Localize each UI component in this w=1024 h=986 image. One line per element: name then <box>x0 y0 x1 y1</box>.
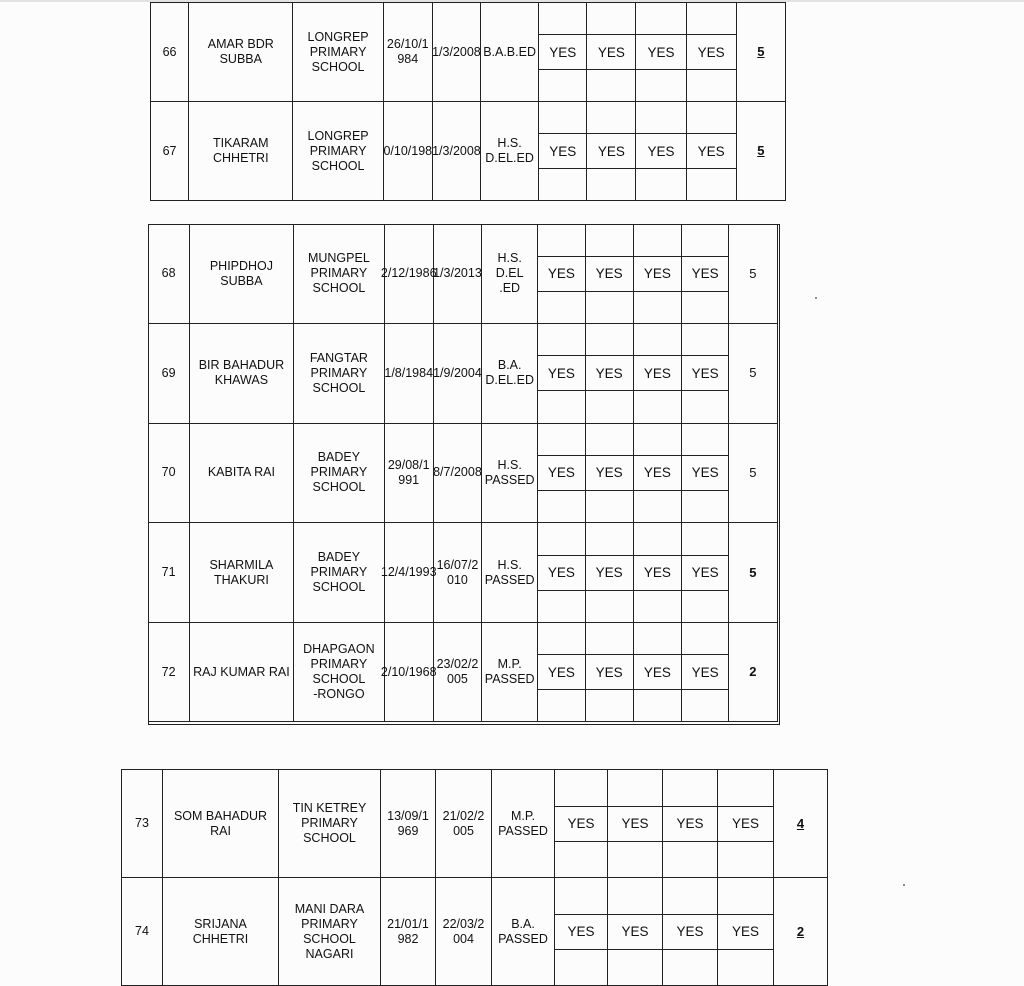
school-name <box>279 878 381 986</box>
date-of-birth-line: 969 <box>397 823 419 838</box>
date-of-birth-line: 1/8/1984 <box>384 365 434 380</box>
school-name-line: SCHOOL <box>312 281 366 296</box>
records-table <box>121 769 828 986</box>
criteria-check <box>633 324 681 424</box>
criteria-check-value: YES <box>586 555 633 591</box>
serial-number <box>151 3 189 102</box>
criteria-check <box>718 878 774 986</box>
school-name-line: SCHOOL <box>312 580 366 595</box>
criteria-check-value: YES <box>687 34 736 70</box>
serial-number <box>122 770 163 878</box>
criteria-check-value: YES <box>539 133 586 169</box>
serial-number <box>148 423 189 523</box>
date-of-joining-line: 1/3/2013 <box>433 266 482 281</box>
score <box>729 324 777 424</box>
school-name-line: MUNGPEL <box>307 251 370 266</box>
teacher-name-line: SRIJANA <box>194 916 247 931</box>
criteria-check-value: YES <box>587 34 635 70</box>
criteria-check-value: YES <box>538 256 584 292</box>
teacher-name-line: AMAR BDR <box>207 37 274 51</box>
school-name <box>294 622 384 722</box>
table-block-2 <box>148 224 780 725</box>
qualification-line: PASSED <box>498 823 548 838</box>
table-row <box>148 423 777 523</box>
qualification-line: .ED <box>499 281 521 296</box>
date-of-joining-line: 1/3/2008 <box>432 44 481 59</box>
serial-number <box>148 324 189 424</box>
criteria-check <box>538 324 585 424</box>
criteria-check-value: YES <box>634 654 681 690</box>
school-name-line: PRIMARY <box>310 465 368 480</box>
date-of-birth <box>380 622 437 722</box>
school-name <box>293 102 383 201</box>
date-of-birth-line: 29/08/1 <box>387 457 430 472</box>
date-of-joining-line: 010 <box>447 572 468 587</box>
criteria-check <box>718 770 774 878</box>
date-of-birth-line: 0/10/198 <box>383 143 433 158</box>
school-name-line: SCHOOL <box>312 380 366 395</box>
date-of-joining <box>432 102 480 201</box>
school-name-line: -RONGO <box>313 687 365 702</box>
serial-number-text: 73 <box>135 816 149 830</box>
criteria-check-value: YES <box>586 355 633 391</box>
school-name-line: PRIMARY <box>301 916 358 931</box>
criteria-check-value: YES <box>687 133 736 169</box>
records-table <box>150 2 786 201</box>
criteria-check <box>585 622 633 722</box>
criteria-check <box>633 423 681 523</box>
date-of-joining <box>433 423 481 523</box>
date-of-joining-line: 005 <box>453 823 474 838</box>
school-name-line: PRIMARY <box>310 657 368 672</box>
date-of-joining-line: 1/9/2004 <box>433 365 482 380</box>
score-value: 5 <box>757 143 765 158</box>
serial-number-text: 66 <box>162 44 177 59</box>
school-name-line: PRIMARY <box>310 565 368 580</box>
criteria-check <box>681 423 728 523</box>
criteria-check <box>538 423 585 523</box>
serial-number-text: 74 <box>135 924 149 938</box>
criteria-check <box>587 3 636 102</box>
school-name-line: PRIMARY <box>309 143 367 158</box>
criteria-check <box>633 224 681 324</box>
criteria-check <box>681 324 728 424</box>
criteria-check <box>587 102 636 201</box>
qualification-line: D.EL.ED <box>485 151 534 165</box>
qualification <box>492 878 555 986</box>
qualification <box>482 523 538 623</box>
school-name-line: SCHOOL <box>312 672 366 687</box>
teacher-name <box>189 324 293 424</box>
date-of-birth <box>381 770 436 878</box>
teacher-name-line: PHIPDHOJ <box>209 258 274 273</box>
date-of-birth-line: 2/10/1968 <box>380 664 437 679</box>
school-name <box>279 770 381 878</box>
table-row <box>148 224 777 324</box>
school-name <box>294 523 384 623</box>
criteria-check-value: YES <box>587 133 635 169</box>
date-of-birth-line: 984 <box>397 52 419 66</box>
date-of-joining <box>433 324 481 424</box>
teacher-name-line: SOM BAHADUR <box>173 808 268 823</box>
qualification <box>492 770 555 878</box>
qualification <box>481 3 539 102</box>
criteria-check <box>681 622 728 722</box>
criteria-check-value: YES <box>539 34 586 70</box>
criteria-check-value: YES <box>634 256 681 292</box>
criteria-check <box>633 523 681 623</box>
serial-number <box>148 224 189 324</box>
score-value: 5 <box>749 365 757 381</box>
criteria-check <box>538 622 585 722</box>
table-row <box>148 523 777 623</box>
table-row <box>151 3 786 102</box>
school-name-line: PRIMARY <box>301 816 358 830</box>
date-of-birth-line: 13/09/1 <box>387 808 429 823</box>
scan-speck <box>903 884 905 886</box>
date-of-birth-line: 12/4/1993 <box>380 565 437 580</box>
school-name-line: NAGARI <box>305 946 354 961</box>
teacher-name <box>189 622 293 722</box>
criteria-check-value: YES <box>682 455 728 491</box>
qualification <box>482 224 538 324</box>
date-of-birth <box>383 3 432 102</box>
score-value: 2 <box>749 664 757 680</box>
criteria-check-value: YES <box>538 455 584 491</box>
date-of-joining <box>436 770 492 878</box>
qualification-line: PASSED <box>484 472 535 487</box>
criteria-check <box>585 423 633 523</box>
criteria-check <box>539 102 587 201</box>
score <box>774 770 828 878</box>
criteria-check-value: YES <box>634 555 681 591</box>
school-name-line: MANI DARA <box>294 901 365 916</box>
criteria-check-value: YES <box>682 654 728 690</box>
school-name-line: BADEY <box>317 450 361 465</box>
date-of-birth-line: 991 <box>398 472 420 487</box>
school-name-line: TIN KETREY <box>292 801 367 815</box>
scan-speck <box>815 297 817 299</box>
records-table <box>148 224 778 723</box>
criteria-check <box>681 224 728 324</box>
qualification-line: H.S. <box>497 557 522 572</box>
qualification-line: B.A.B.ED <box>483 44 536 59</box>
serial-number <box>148 523 189 623</box>
school-name-line: LONGREP <box>307 128 369 143</box>
criteria-check <box>555 878 608 986</box>
school-name-line: DHAPGAON <box>303 642 375 657</box>
date-of-birth-line: 2/12/1986 <box>380 266 437 281</box>
school-name-line: BADEY <box>317 550 361 565</box>
criteria-check-value: YES <box>682 355 728 391</box>
school-name <box>294 324 384 424</box>
teacher-name <box>189 423 293 523</box>
criteria-check <box>663 878 718 986</box>
school-name-line: SCHOOL <box>311 158 365 173</box>
teacher-name-line: SUBBA <box>220 273 263 288</box>
date-of-joining <box>436 878 492 986</box>
criteria-check <box>585 324 633 424</box>
teacher-name-line: BIR BAHADUR <box>198 358 285 373</box>
criteria-check <box>608 878 663 986</box>
criteria-check <box>633 622 681 722</box>
teacher-name <box>189 224 293 324</box>
criteria-check <box>636 3 686 102</box>
serial-number <box>122 878 163 986</box>
date-of-joining <box>433 523 481 623</box>
date-of-birth <box>380 224 437 324</box>
criteria-check-value: YES <box>634 355 681 391</box>
teacher-name-line: SHARMILA <box>209 557 274 572</box>
school-name <box>293 3 383 102</box>
teacher-name-line: KHAWAS <box>214 373 269 388</box>
qualification <box>482 423 538 523</box>
teacher-name <box>163 770 279 878</box>
date-of-joining-line: 22/03/2 <box>442 916 485 931</box>
qualification <box>482 622 538 722</box>
criteria-check <box>686 3 736 102</box>
qualification-line: D.EL.ED <box>485 373 534 388</box>
teacher-name <box>189 3 293 102</box>
criteria-check-value: YES <box>636 133 685 169</box>
criteria-check-value: YES <box>608 806 662 842</box>
score-value: 5 <box>749 464 757 480</box>
serial-number <box>148 622 189 722</box>
school-name <box>294 224 384 324</box>
score <box>774 878 828 986</box>
date-of-birth-line: 982 <box>397 931 419 946</box>
teacher-name-line: THAKURI <box>213 572 269 587</box>
date-of-joining <box>433 622 481 722</box>
school-name-line: PRIMARY <box>310 266 368 281</box>
criteria-check-value: YES <box>586 455 633 491</box>
date-of-birth <box>384 324 433 424</box>
date-of-birth <box>384 423 433 523</box>
criteria-check <box>681 523 728 623</box>
serial-number-text: 67 <box>162 143 177 158</box>
serial-number-text: 72 <box>161 664 176 679</box>
date-of-joining-line: 16/07/2 <box>436 557 479 572</box>
criteria-check <box>538 523 585 623</box>
teacher-name-line: RAI <box>210 823 231 838</box>
date-of-joining-line: 004 <box>453 931 474 946</box>
school-name-line: PRIMARY <box>309 44 367 59</box>
criteria-check <box>686 102 736 201</box>
table-row <box>151 102 786 201</box>
criteria-check-value: YES <box>586 654 633 690</box>
school-name-line: LONGREP <box>307 29 369 44</box>
score <box>736 102 785 201</box>
criteria-check <box>636 102 686 201</box>
school-name-line: SCHOOL <box>303 931 356 946</box>
school-name-line: SCHOOL <box>312 480 366 495</box>
date-of-joining-line: 23/02/2 <box>436 657 479 672</box>
score <box>729 224 777 324</box>
score <box>736 3 785 102</box>
teacher-name-line: TIKARAM <box>212 136 269 150</box>
criteria-check-value: YES <box>663 914 717 950</box>
date-of-birth <box>383 102 432 201</box>
criteria-check-value: YES <box>718 806 773 842</box>
criteria-check <box>539 3 587 102</box>
serial-number-text: 70 <box>161 465 176 480</box>
serial-number-text: 71 <box>161 565 176 580</box>
table-row <box>148 324 777 424</box>
teacher-name-line: CHHETRI <box>212 151 269 165</box>
serial-number-text: 68 <box>161 266 176 281</box>
school-name-line: PRIMARY <box>310 365 368 380</box>
qualification-line: PASSED <box>484 572 535 587</box>
qualification-line: B.A. <box>497 358 522 373</box>
date-of-joining-line: 1/3/2008 <box>432 143 481 158</box>
teacher-name-line: CHHETRI <box>192 931 249 946</box>
criteria-check-value: YES <box>718 914 773 950</box>
table-row <box>122 770 828 878</box>
date-of-birth-line: 26/10/1 <box>386 37 429 51</box>
qualification-line: M.P. <box>510 808 536 823</box>
qualification-line: H.S. <box>497 136 522 150</box>
qualification <box>482 324 538 424</box>
table-block-1-clip <box>150 2 790 173</box>
score-value: 2 <box>796 923 805 939</box>
teacher-name <box>163 878 279 986</box>
date-of-birth <box>381 878 436 986</box>
score <box>729 622 777 722</box>
table-block-3-clip <box>121 769 829 967</box>
score <box>729 523 777 623</box>
criteria-check-value: YES <box>636 34 685 70</box>
school-name-line: FANGTAR <box>309 350 368 365</box>
score-value: 4 <box>796 815 805 831</box>
serial-number <box>151 102 189 201</box>
criteria-check-value: YES <box>538 355 584 391</box>
criteria-check-value: YES <box>555 806 607 842</box>
qualification-line: H.S. <box>497 457 522 472</box>
date-of-joining-line: 8/7/2008 <box>433 465 482 480</box>
date-of-joining-line: 21/02/2 <box>442 808 485 823</box>
qualification-line: PASSED <box>484 672 535 687</box>
teacher-name <box>189 523 293 623</box>
score-value: 5 <box>749 564 757 580</box>
date-of-joining <box>432 3 480 102</box>
criteria-check-value: YES <box>608 914 662 950</box>
table-row <box>122 878 828 986</box>
criteria-check-value: YES <box>538 555 584 591</box>
teacher-name-line: KABITA RAI <box>207 465 275 480</box>
qualification <box>481 102 539 201</box>
teacher-name-line: SUBBA <box>219 52 262 66</box>
qualification-line: M.P. <box>497 657 522 672</box>
criteria-check <box>608 770 663 878</box>
criteria-check-value: YES <box>663 806 717 842</box>
criteria-check-value: YES <box>555 914 607 950</box>
criteria-check-value: YES <box>586 256 633 292</box>
teacher-name <box>189 102 293 201</box>
criteria-check <box>555 770 608 878</box>
serial-number-text: 69 <box>161 365 176 380</box>
criteria-check-value: YES <box>682 256 728 292</box>
school-name-line: SCHOOL <box>303 831 356 845</box>
date-of-birth <box>380 523 437 623</box>
qualification-line: H.S. D.EL <box>495 251 524 281</box>
criteria-check-value: YES <box>682 555 728 591</box>
criteria-check-value: YES <box>538 654 584 690</box>
score <box>729 423 777 523</box>
school-name <box>294 423 384 523</box>
date-of-joining <box>433 224 481 324</box>
criteria-check <box>585 224 633 324</box>
teacher-name-line: RAJ KUMAR RAI <box>193 664 290 679</box>
qualification-line: PASSED <box>498 931 548 946</box>
criteria-check <box>585 523 633 623</box>
score-value: 5 <box>749 265 757 281</box>
qualification-line: B.A. <box>511 916 535 931</box>
date-of-joining-line: 005 <box>447 672 468 687</box>
score-value: 5 <box>757 44 765 59</box>
table-row <box>148 622 777 722</box>
criteria-check <box>663 770 718 878</box>
date-of-birth-line: 21/01/1 <box>387 916 429 931</box>
criteria-check <box>538 224 585 324</box>
criteria-check-value: YES <box>634 455 681 491</box>
school-name-line: SCHOOL <box>311 59 365 74</box>
